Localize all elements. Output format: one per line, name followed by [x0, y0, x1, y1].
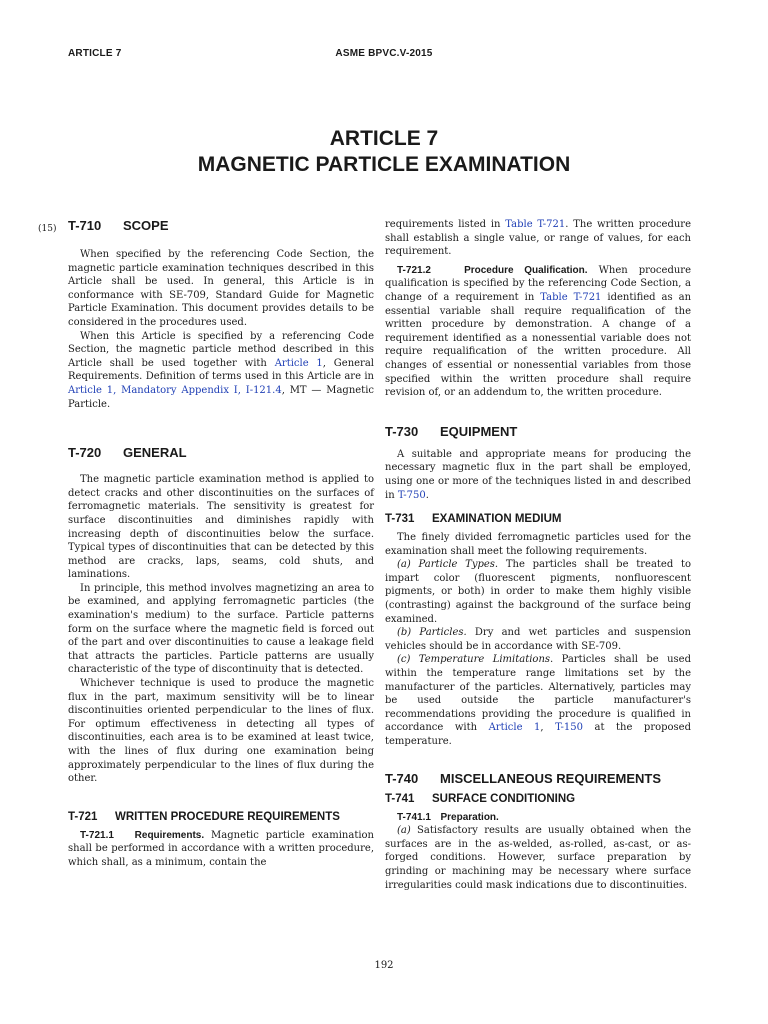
item-label: (a)	[397, 825, 411, 837]
paragraph: (c) Temperature Limitations. Particles shall be used within the temperature range limitations set by the manufacturer of the particles. Alternatively, particles may be used outside the particle manufacturer's recommendations providing the procedure is qualified in accordance with Article 1, T-150 at the proposed temperature.	[385, 654, 692, 747]
link-table-t721[interactable]: Table T-721	[540, 291, 602, 303]
section-number: T-740	[385, 770, 419, 786]
paragraph: When specified by the referencing Code Section, the magnetic particle examination techniques described in this Article shall be used. In general, this Article is in conformance with SE-709, Standard Guide for Magnetic Particle Examination. This document provides details to be considered in the procedures used.	[68, 249, 374, 328]
item-label: (c) Temperature Limitations.	[397, 654, 554, 666]
paragraph: The magnetic particle examination method is applied to detect cracks and other discontinuities on the surfaces of ferromagnetic materials. The sensitivity is greatest for surface discontinuities and diminishes rapidly with increasing depth of discontinuities below the surface. Typical types of discontinuities that can be detected by this method are cracks, laps, seams, cold shuts, and laminations.	[68, 474, 374, 581]
section-title: SCOPE	[123, 218, 169, 233]
section-title: EXAMINATION MEDIUM	[432, 513, 562, 526]
subsection-title: Procedure Qualification.	[464, 264, 588, 276]
link-mandatory-appendix[interactable]: Article 1, Mandatory Appendix I, I-121.4	[68, 384, 282, 396]
section-heading-equipment	[385, 424, 691, 440]
link-article-1[interactable]: Article 1	[488, 722, 541, 734]
section-number: T-720	[68, 445, 102, 461]
title-subject: MAGNETIC PARTICLE EXAMINATION	[197, 153, 571, 176]
section-heading-medium	[385, 512, 691, 526]
revision-marker: (15)	[38, 224, 57, 234]
title-article: ARTICLE 7	[329, 127, 439, 150]
page-number: 192	[374, 960, 394, 971]
paragraph: (b) Particles. Dry and wet particles and suspension vehicles should be in accordance with SE-709.	[385, 627, 691, 652]
item-label: (b) Particles.	[397, 627, 467, 639]
paragraph: T-721.2 Procedure Qualification. When procedure qualification is specified by the referencing Code Section, a change of a requirement in Table T-721 identified as an essential variable shall require requalification of the written procedure by demonstration. A change of a requirement identified as a nonessential variable does not require requalification of the written procedure. All changes of essential or nonessential variables from those specified within the written procedure shall require revision of, or an addendum to, the written procedure.	[385, 264, 692, 399]
link-t750[interactable]: T-750	[397, 489, 426, 501]
section-title: MISCELLANEOUS REQUIREMENTS	[440, 770, 662, 786]
subsection-title: Requirements.	[134, 829, 205, 841]
paragraph	[385, 811, 691, 825]
subsection-number: T-721.2	[397, 264, 431, 276]
paragraph: T-721.1 Requirements. Magnetic particle examination shall be performed in accordance with a written procedure, which shall, as a minimum, contain the	[68, 829, 374, 868]
section-heading-surface-conditioning	[385, 792, 691, 806]
link-table-t721[interactable]: Table T-721	[505, 219, 566, 230]
section-title: GENERAL	[123, 445, 187, 461]
section-title: WRITTEN PROCEDURE REQUIREMENTS	[115, 810, 340, 823]
page-title	[0, 126, 768, 178]
section-title: EQUIPMENT	[440, 423, 518, 439]
subsection-number: T-741.1	[397, 811, 431, 823]
running-header-standard: ASME BPVC.V-2015	[335, 48, 433, 59]
section-number: T-730	[385, 423, 419, 439]
item-label: (a) Particle Types.	[397, 559, 499, 571]
link-t150[interactable]: T-150	[555, 722, 583, 734]
paragraph: (a) Particle Types. The particles shall be treated to impart color (fluorescent pigments, nonfluorescent pigments, or both) in order to make them highly visible (contrasting) against the background of the surface being examined.	[385, 559, 691, 625]
section-number: T-710	[68, 218, 102, 233]
paragraph: (a) Satisfactory results are usually obtained when the surfaces are in the as-welded, as-rolled, as-cast, or as-forged conditions. However, surface preparation by grinding or machining may be necessary where surface irregularities could mask indications due to discontinuities.	[385, 825, 691, 891]
section-number: T-721	[68, 810, 98, 823]
section-heading-general	[68, 445, 374, 461]
section-title: SURFACE CONDITIONING	[432, 792, 576, 805]
section-heading-written-procedure	[68, 810, 374, 824]
paragraph: When this Article is specified by a referencing Code Section, the magnetic particle method described in this Article shall be used together with Article 1, General Requirements. Definition of terms used in this Article are in Article 1, Mandatory Appendix I, I-121.4, MT — Magnetic Particle.	[68, 330, 374, 410]
subsection-title: Preparation.	[440, 811, 499, 823]
section-heading-miscellaneous	[385, 771, 691, 787]
subsection-number: T-721.1	[80, 829, 114, 841]
left-column	[38, 218, 374, 870]
paragraph: The finely divided ferromagnetic particles used for the examination shall meet the following requirements.	[385, 532, 691, 557]
paragraph: A suitable and appropriate means for producing the necessary magnetic flux in the part shall be employed, using one or more of the techniques listed in and described in T-750.	[385, 448, 691, 501]
right-column	[385, 218, 691, 892]
paragraph: requirements listed in Table T-721. The written procedure shall establish a single value, or range of values, for each requirement.	[385, 219, 691, 258]
section-number: T-741	[385, 792, 415, 805]
paragraph: In principle, this method involves magnetizing an area to be examined, and applying ferromagnetic particles (the examination's medium) to the surface. Particle patterns form on the surface where the magnetic field is forced out of the part and over discontinuities to cause a leakage field that attracts the particles. Particle patterns are usually characteristic of the type of discontinuity that is detected.	[68, 582, 374, 676]
running-header-article: ARTICLE 7	[68, 48, 122, 59]
section-heading-scope	[38, 218, 374, 234]
section-number: T-731	[385, 513, 415, 526]
paragraph: Whichever technique is used to produce the magnetic flux in the part, maximum sensitivity will be to linear discontinuities oriented perpendicular to the lines of flux. For optimum effectiveness in detecting all types of discontinuities, each area is to be examined at least twice, with the lines of flux during one examination being approximately perpendicular to the lines of flux during the other.	[68, 678, 374, 785]
link-article-1[interactable]: Article 1	[274, 357, 323, 369]
